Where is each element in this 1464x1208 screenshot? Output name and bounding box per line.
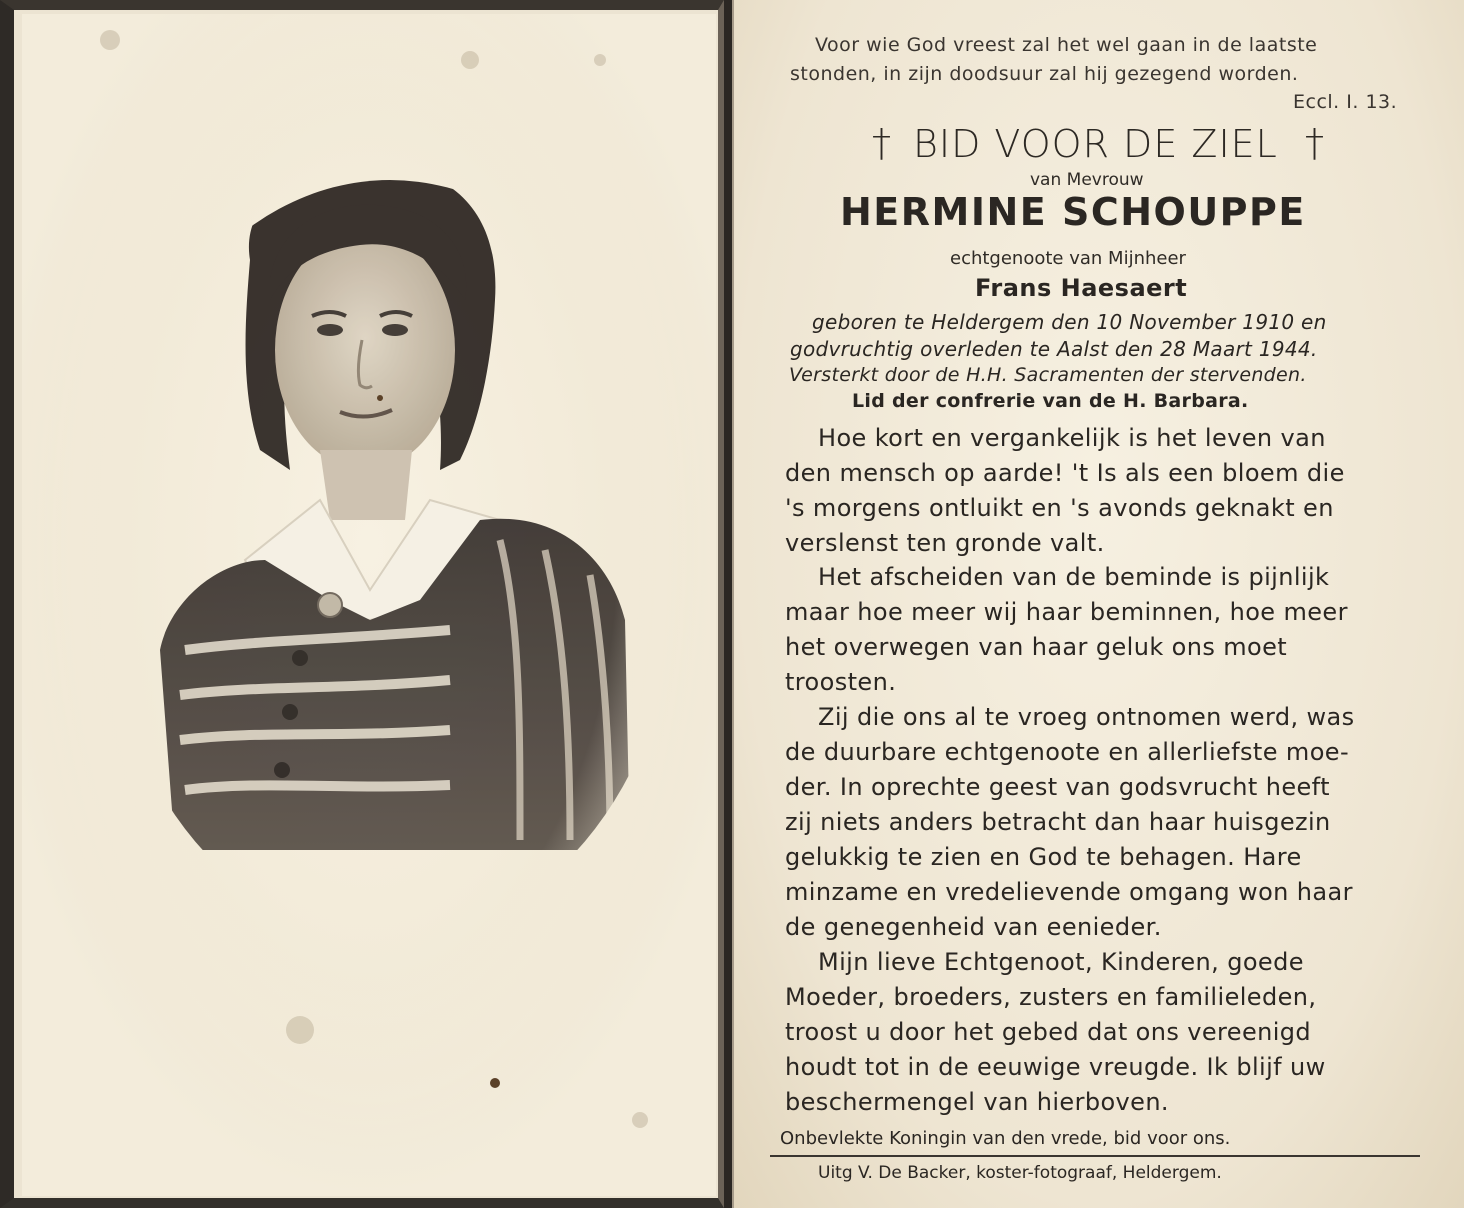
epigraph-line-2: stonden, in zijn doodsuur zal hij gezegend worden. — [790, 63, 1299, 85]
body-line: gelukkig te zien en God te behagen. Hare — [785, 843, 1302, 871]
body-line: de genegenheid van eenieder. — [785, 913, 1162, 941]
divider — [770, 1155, 1420, 1157]
epigraph-line-1: Voor wie God vreest zal het wel gaan in de laatste — [815, 34, 1318, 56]
body-line: de duurbare echtgenoote en allerliefste moe- — [785, 738, 1350, 766]
body-line: der. In oprechte geest van godsvrucht heeft — [785, 773, 1330, 801]
body-line: houdt tot in de eeuwige vreugde. Ik blijf uw — [785, 1053, 1326, 1081]
publisher-credit: Uitg V. De Backer, koster-fotograaf, Heldergem. — [818, 1163, 1222, 1183]
body-line: Zij die ons al te vroeg ontnomen werd, was — [818, 703, 1355, 731]
body-line: minzame en vredelievende omgang won haar — [785, 878, 1353, 906]
body-line: den mensch op aarde! 't Is als een bloem die — [785, 459, 1345, 487]
body-line: verslenst ten gronde valt. — [785, 529, 1105, 557]
spouse-name: Frans Haesaert — [975, 274, 1188, 302]
body-line: het overwegen van haar geluk ons moet — [785, 633, 1288, 661]
body-line: beschermengel van hierboven. — [785, 1088, 1169, 1116]
body-line: Het afscheiden van de beminde is pijnlijk — [818, 563, 1330, 591]
body-line: zij niets anders betracht dan haar huisgezin — [785, 808, 1331, 836]
photo-frame — [0, 0, 724, 1208]
body-line: maar hoe meer wij haar beminnen, hoe meer — [785, 598, 1348, 626]
death-line: godvruchtig overleden te Aalst den 28 Maart 1944. — [790, 337, 1318, 361]
memorial-heading: BID VOOR DE ZIEL — [913, 122, 1278, 166]
name-prefix: van Mevrouw — [1030, 170, 1144, 190]
deceased-name: HERMINE SCHOUPPE — [840, 190, 1306, 234]
spouse-prefix: echtgenoote van Mijnheer — [950, 248, 1186, 269]
cross-left-icon: † — [872, 121, 892, 165]
body-line: troost u door het gebed dat ons vereenigd — [785, 1018, 1312, 1046]
birth-line: geboren te Heldergem den 10 November 1910 en — [812, 310, 1327, 334]
confraternity-line: Lid der confrerie van de H. Barbara. — [852, 390, 1249, 412]
body-line: 's morgens ontluikt en 's avonds geknakt en — [785, 494, 1334, 522]
closing-prayer: Onbevlekte Koningin van den vrede, bid voor ons. — [780, 1128, 1231, 1149]
cross-right-icon: † — [1305, 121, 1325, 165]
epigraph-source: Eccl. I. 13. — [1293, 91, 1398, 113]
sacraments-line: Versterkt door de H.H. Sacramenten der stervenden. — [789, 364, 1307, 386]
body-line: troosten. — [785, 668, 897, 696]
photo-card — [0, 0, 724, 1208]
body-line: Moeder, broeders, zusters en familieleden, — [785, 983, 1317, 1011]
body-line: Hoe kort en vergankelijk is het leven van — [818, 424, 1326, 452]
body-line: Mijn lieve Echtgenoot, Kinderen, goede — [818, 948, 1304, 976]
